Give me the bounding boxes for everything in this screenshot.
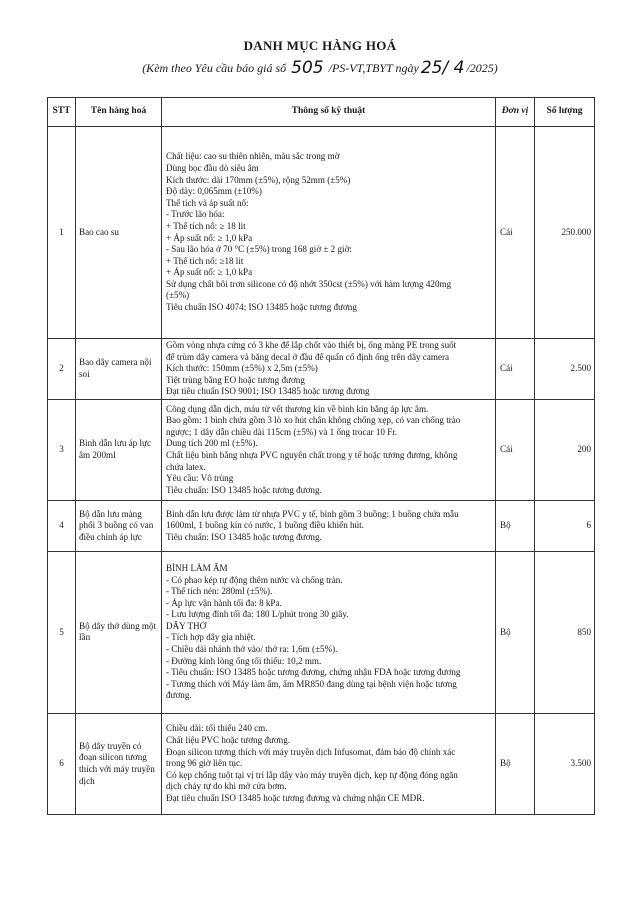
row-unit: Bộ [496, 713, 535, 814]
spec-line: + Thể tích nổ: ≥ 18 lit [166, 220, 246, 231]
spec-line: + Thể tích nổ: ≥18 lit [166, 255, 244, 266]
row-spec [162, 399, 496, 500]
spec-line: Chất liệu bình bằng nhựa PVC nguyên chất trong y tế hoặc tương đương, không [166, 449, 458, 460]
row-item-name: Bộ dẫn lưu màng phổi 3 buồng có van điều chỉnh áp lực [76, 500, 162, 551]
row-stt: 2 [48, 339, 76, 400]
spec-line: Chất liệu: cao su thiên nhiên, màu sắc trong mờ [166, 151, 340, 162]
spec-line: - Sau lão hóa ở 70 °C (±5%) trong 168 giờ ± 2 giờ: [166, 244, 352, 255]
spec-line: Tiêu chuẩn ISO 4074; ISO 13485 hoặc tương đương [166, 302, 357, 313]
row-spec [162, 551, 496, 713]
row-stt: 1 [48, 127, 76, 339]
spec-line: Chất liệu PVC hoặc tương đương. [166, 734, 291, 745]
spec-line: Đoạn silicon tương thích với máy truyền dịch Infusomat, đảm bảo độ chính xác [166, 746, 456, 757]
row-unit: Bộ [496, 551, 535, 713]
spec-line: + Áp suất nổ: ≥ 1,0 kPa [166, 232, 253, 243]
row-unit: Cái [496, 339, 535, 400]
reference-number: 505 [291, 58, 324, 78]
spec-line: BÌNH LÀM ẨM [166, 562, 228, 573]
spec-line: đương. [166, 690, 192, 701]
spec-line: Sử dụng chất bôi trơn silicone có độ nhớt 350cst (±5%) với hàm lượng 420mg [166, 278, 452, 289]
table-row [48, 127, 595, 339]
row-spec [162, 339, 496, 400]
spec-line: Công dụng dẫn dịch, máu từ vết thương kín về bình kín bằng áp lực âm. [166, 403, 429, 414]
spec-line: Kích thước: dài 170mm (±5%), rộng 52mm (±5%) [166, 174, 351, 185]
row-quantity: 6 [535, 500, 595, 551]
row-stt: 6 [48, 713, 76, 814]
goods-table [47, 97, 595, 815]
spec-line: chứa latex. [166, 461, 206, 472]
spec-line: Đạt tiêu chuẩn ISO 9001; ISO 13485 hoặc tương đương [166, 386, 370, 397]
spec-line: - Áp lực vận hành tối đa: 8 kPa. [166, 597, 282, 608]
spec-line: (±5%) [166, 290, 190, 301]
row-item-name: Bộ dây thở dùng một lần [76, 551, 162, 713]
header-stt: STT [48, 98, 76, 127]
subtitle-mid: /PS-VT,TBYT ngày [328, 61, 419, 75]
spec-line: Yêu cầu: Vô trùng [166, 473, 234, 484]
spec-line: - Chiều dài nhánh thở vào/ thở ra: 1,6m (±5%). [166, 644, 338, 655]
table-row [48, 339, 595, 400]
document-subtitle [0, 58, 640, 78]
spec-line: 1600ml, 1 buồng kín có nước, 1 buồng điều khiển hút. [166, 520, 364, 531]
row-quantity: 2.500 [535, 339, 595, 400]
spec-line: trong 96 giờ liên tục. [166, 758, 243, 769]
row-item-name: Bao dây camera nội soi [76, 339, 162, 400]
row-unit: Cái [496, 127, 535, 339]
row-spec [162, 713, 496, 814]
spec-line: Chiều dài: tối thiểu 240 cm. [166, 723, 268, 734]
row-quantity: 850 [535, 551, 595, 713]
spec-line: Bình dẫn lưu được làm từ nhựa PVC y tế, bình gồm 3 buồng: 1 buồng chứa mẫu [166, 508, 459, 519]
row-unit: Bộ [496, 500, 535, 551]
spec-line: dịch chảy tự do khi mở cửa bơm. [166, 781, 287, 792]
spec-line: - Tương thích với Máy làm ẩm, ẩm MR850 đang dùng tại bệnh viện hoặc tương [166, 678, 457, 689]
row-stt: 3 [48, 399, 76, 500]
row-item-name: Bộ dây truyền có đoạn silicon tương thích với máy truyền dịch [76, 713, 162, 814]
row-stt: 5 [48, 551, 76, 713]
row-quantity: 250.000 [535, 127, 595, 339]
spec-line: - Tích hợp dây gia nhiệt. [166, 632, 256, 643]
spec-line: - Trước lão hóa: [166, 209, 225, 220]
document-title: DANH MỤC HÀNG HOÁ [243, 38, 397, 53]
row-quantity: 3.500 [535, 713, 595, 814]
spec-line: Dùng bọc đầu dò siêu âm [166, 162, 259, 173]
spec-line: - Có phao kép tự động thêm nước và chống tràn. [166, 574, 343, 585]
spec-line: Độ dày: 0,065mm (±10%) [166, 186, 262, 197]
spec-line: DÂY THỞ [166, 620, 207, 631]
header-spec: Thông số kỹ thuật [162, 98, 496, 127]
spec-line: - Thể tích nén: 280ml (±5%). [166, 586, 273, 597]
row-unit: Cái [496, 399, 535, 500]
header-name: Tên hàng hoá [76, 98, 162, 127]
row-item-name: Bao cao su [76, 127, 162, 339]
header-unit: Đơn vị [496, 98, 535, 127]
spec-line: Dung tích 200 ml (±5%). [166, 438, 258, 449]
subtitle-prefix: (Kèm theo Yêu cầu báo giá số [142, 61, 287, 75]
spec-line: - Lưu lượng đỉnh tối đa: 180 L/phút trong 30 giây. [166, 609, 349, 620]
spec-line: Có kẹp chống tuột tại vị trí lắp dây vào máy truyền dịch, kẹp tự động đóng ngăn [166, 769, 458, 780]
table-row [48, 713, 595, 814]
spec-line: Đạt tiêu chuẩn ISO 13485 hoặc tương đương và chứng nhận CE MDR. [166, 792, 425, 803]
row-stt: 4 [48, 500, 76, 551]
handwritten-date: 25/ 4 [420, 58, 465, 78]
spec-line: Tiêu chuẩn: ISO 13485 hoặc tương đương. [166, 484, 322, 495]
header-qty: Số lượng [535, 98, 595, 127]
row-quantity: 200 [535, 399, 595, 500]
spec-line: để trùm dây camera và băng decal ở đầu để quấn cố định ống trên dây camera [166, 351, 450, 362]
subtitle-suffix: /2025) [466, 61, 498, 75]
table-row [48, 500, 595, 551]
table-row [48, 551, 595, 713]
table-body [48, 127, 595, 815]
spec-line: + Áp suất nổ: ≥ 1,0 kPa [166, 267, 253, 278]
spec-line: Gồm vòng nhựa cứng có 3 khe để lắp chốt vào thiết bị, ống màng PE trong suốt [166, 340, 457, 350]
row-spec [162, 500, 496, 551]
spec-line: - Đường kính lòng ống tối thiểu: 10,2 mm. [166, 655, 322, 666]
spec-line: Thể tích và áp suất nổ: [166, 197, 249, 208]
table-row [48, 399, 595, 500]
spec-line: Tiêu chuẩn: ISO 13485 hoặc tương đương. [166, 531, 322, 542]
row-item-name: Bình dẫn lưu áp lực âm 200ml [76, 399, 162, 500]
table-header-row [48, 98, 595, 127]
spec-line: Kích thước: 150mm (±5%) x 2,5m (±5%) [166, 363, 318, 374]
spec-line: Tiệt trùng bằng EO hoặc tương đương [166, 374, 305, 385]
spec-line: - Tiêu chuẩn: ISO 13485 hoặc tương đương, chứng nhận FDA hoặc tương đương [166, 667, 461, 678]
row-spec [162, 127, 496, 339]
spec-line: ngược; 1 dây dẫn chiều dài 115cm (±5%) và 1 ống trocar 10 Fr. [166, 426, 398, 437]
spec-line: Bao gồm: 1 bình chứa gồm 3 lò xo hút chân không chống xẹp, có van chống trào [166, 415, 461, 426]
